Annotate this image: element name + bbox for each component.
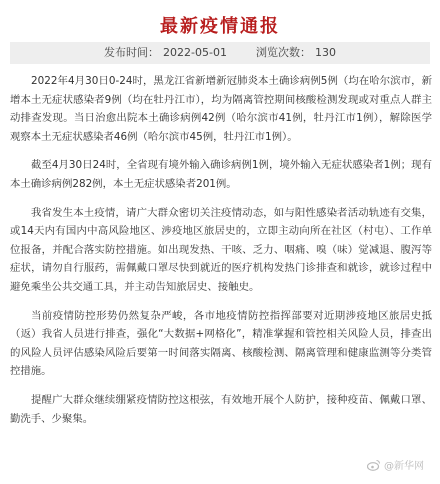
paragraph: 当前疫情防控形势仍然复杂严峻，各市地疫情防控指挥部要对近期涉疫地区旅居史抵（返）我省人员进行排查，强化“大数据+网格化”，精准掌握和管控相关风险人员，排查出的风险人员评估感染风险后要第一时间落实隔离、核酸检测、隔离管理和健康监测等分类管控措施。 <box>10 309 432 378</box>
paragraph: 我省发生本土疫情，请广大群众密切关注疫情动态，如与阳性感染者活动轨迹有交集，或14天内有国内中高风险地区、涉疫地区旅居史的，立即主动向所在社区（村屯）、工作单位报备，并配合落实防控措施。如出现发热、干咳、乏力、咽痛、嗅（味）觉减退、腹泻等症状，请勿自行服药，需佩戴口罩尽快到就近的医疗机构发热门诊排查和就诊，就诊过程中避免乘坐公共交通工具，并主动告知旅居史、接触史。 <box>10 206 432 293</box>
views-label: 浏览次数： <box>255 46 311 59</box>
page-title: 最新疫情通报 <box>160 16 280 37</box>
views-count: 130 <box>314 46 336 59</box>
weibo-icon <box>367 459 381 471</box>
publish-date: 2022-05-01 <box>163 46 227 59</box>
article-body <box>10 72 432 472</box>
paragraph: 2022年4月30日0-24时，黑龙江省新增新冠肺炎本土确诊病例5例（均在哈尔滨市，新增本土无症状感染者9例（均在牡丹江市），均为隔离管控期间核酸检测发现或对重点人群主动排查发现。当日治愈出院本土确诊病例42例（哈尔滨市41例，牡丹江市1例），解除医学观察本土无症状感染者46例（哈尔滨市45例，牡丹江市1例）。 <box>10 75 432 143</box>
paragraph: 提醒广大群众继续绷紧疫情防控这根弦，有效地开展个人防护，接种疫苗、佩戴口罩、勤洗手、少聚集。 <box>10 393 432 425</box>
paragraph: 截至4月30日24时，全省现有境外输入确诊病例1例，境外输入无症状感染者1例；现有本土确诊病例282例，本土无症状感染者201例。 <box>10 159 432 190</box>
watermark-text: @新华网 <box>384 461 424 472</box>
meta-bar <box>10 42 430 64</box>
publish-label: 发布时间： <box>104 46 160 59</box>
watermark <box>367 457 424 472</box>
